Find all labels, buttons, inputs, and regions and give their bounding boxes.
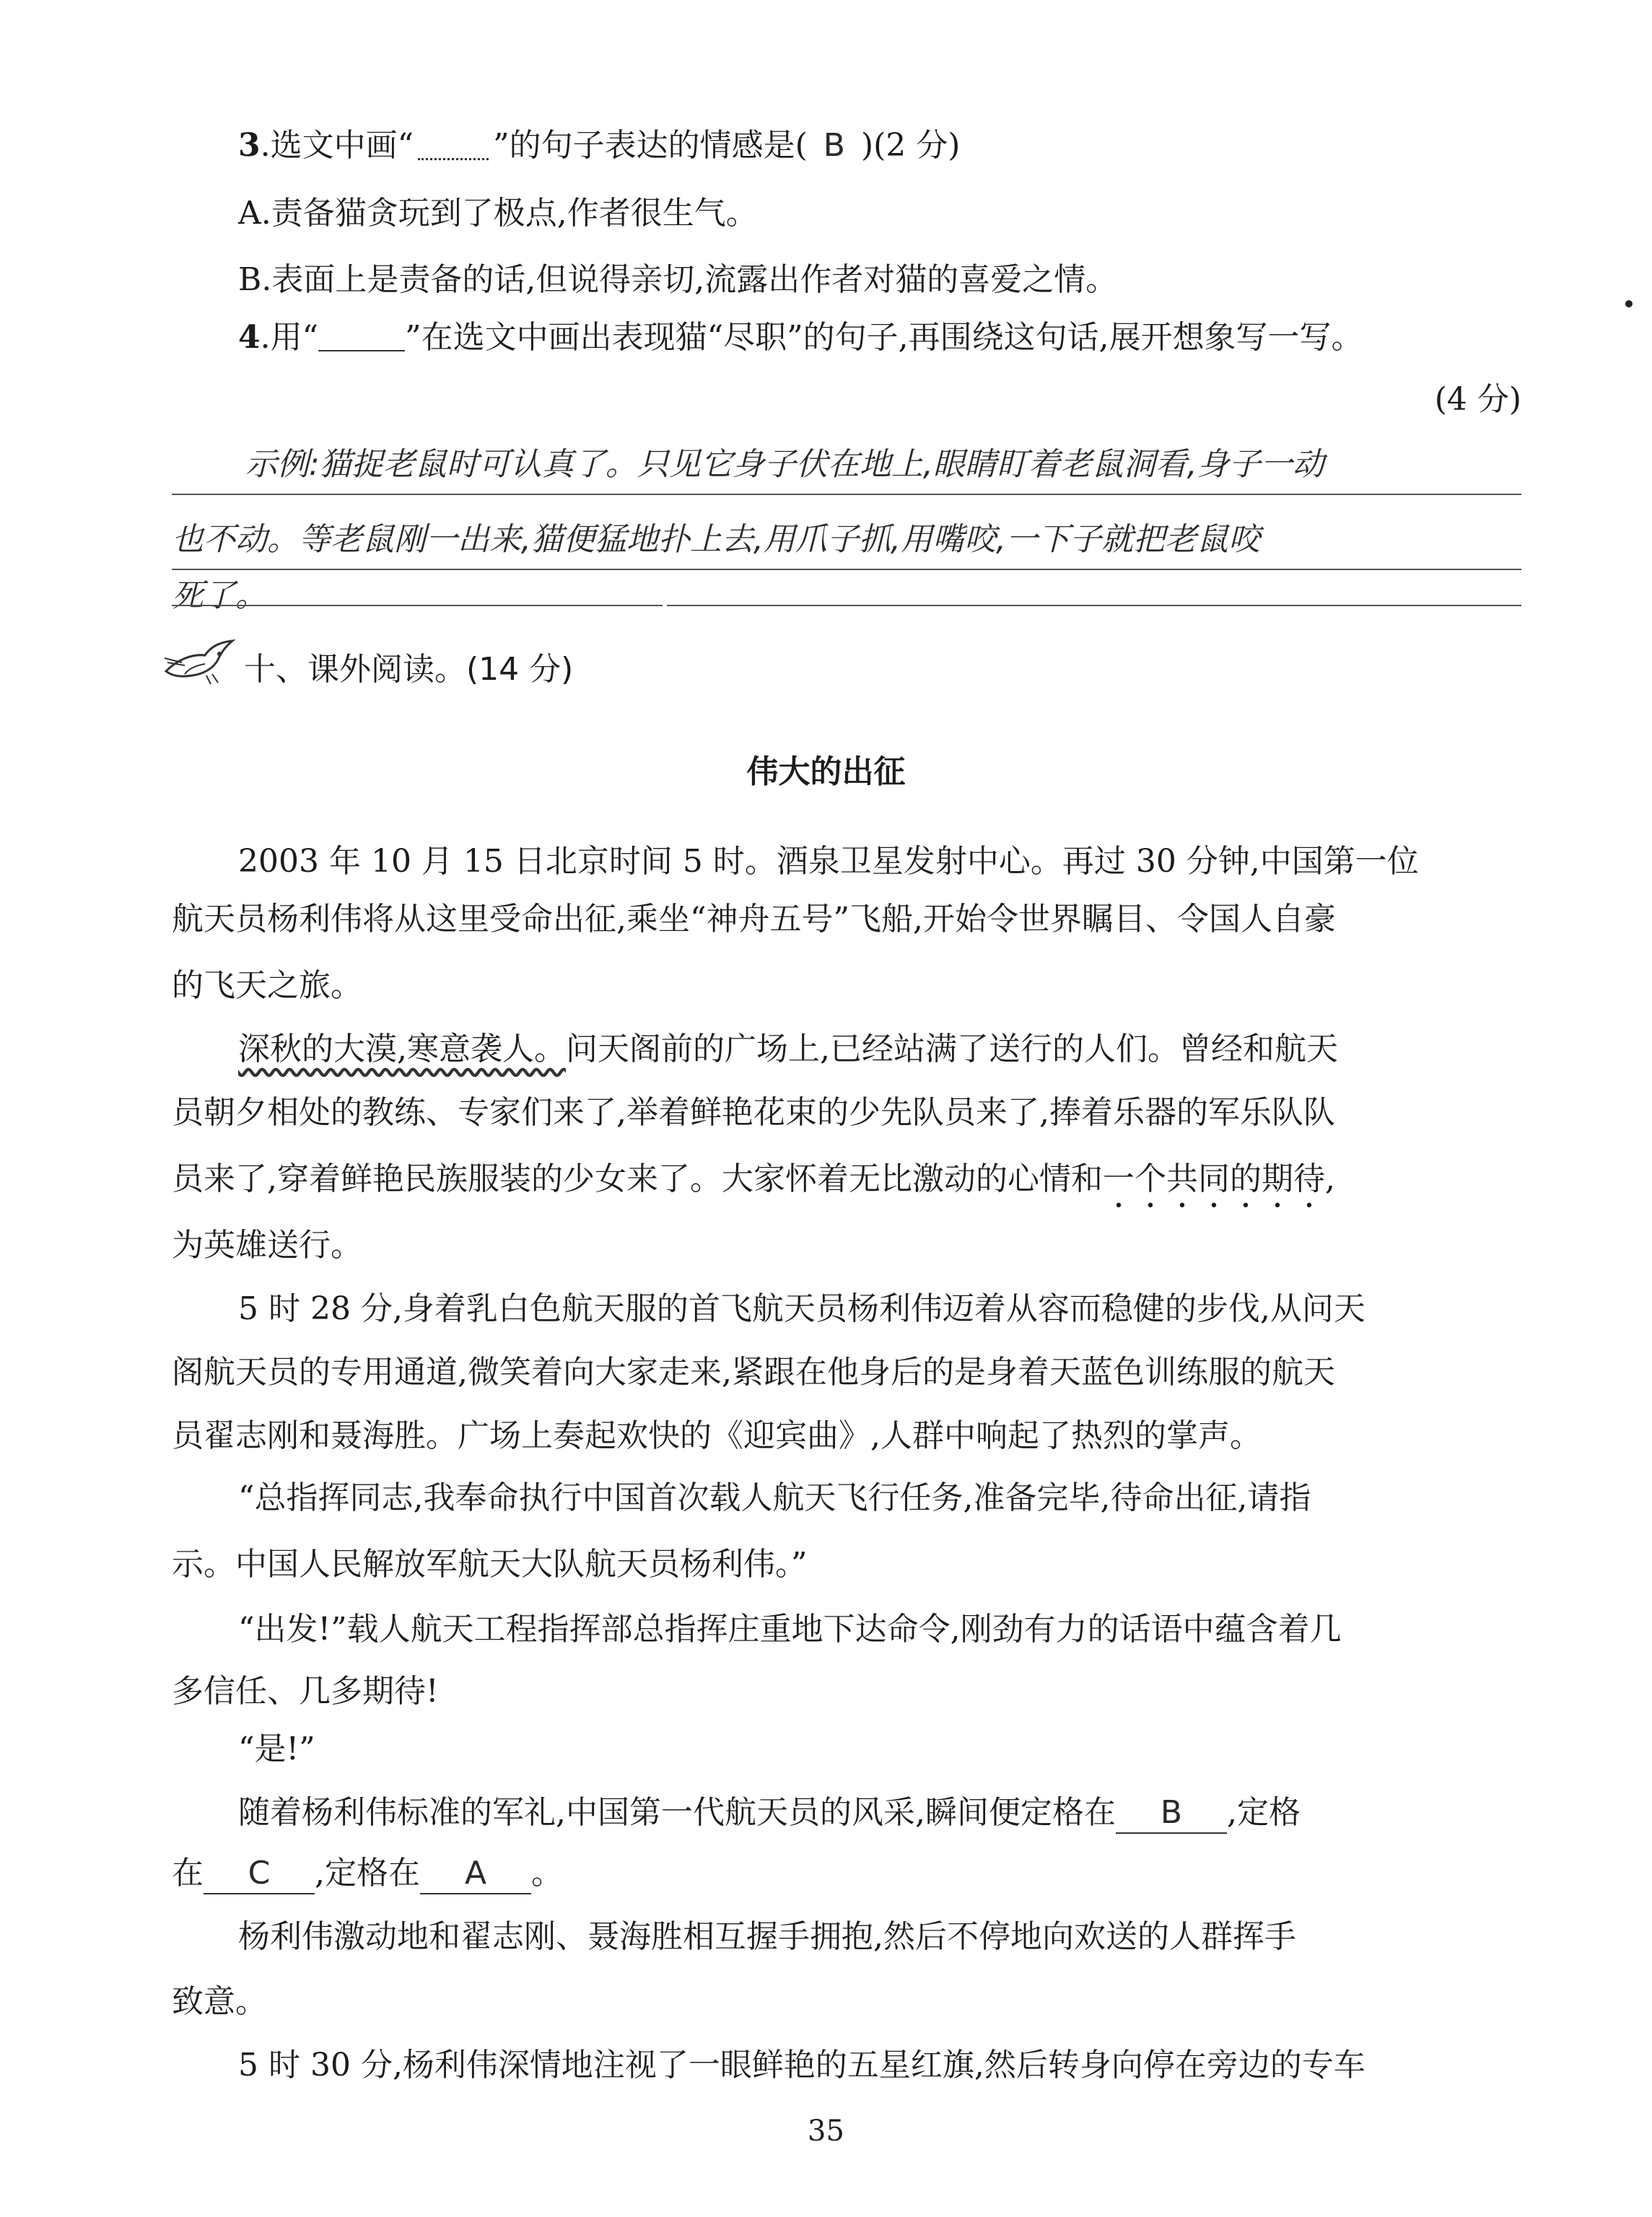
blank-2-answer: C xyxy=(204,1854,315,1894)
p7-text-b: ,定格 xyxy=(1226,1794,1301,1831)
answer-rule-3b xyxy=(667,605,1521,606)
answer-rule-1 xyxy=(172,494,1521,495)
blank-1-answer: B xyxy=(1116,1793,1227,1834)
p3-line-3: 员翟志刚和聂海胜。广场上奏起欢快的《迎宾曲》,人群中响起了热烈的掌声。 xyxy=(172,1417,1262,1454)
scan-dot xyxy=(1625,300,1633,307)
p8-line-1: 杨利伟激动地和翟志刚、聂海胜相互握手拥抱,然后不停地向欢送的人群挥手 xyxy=(238,1918,1296,1955)
q3-number: 3 xyxy=(238,127,261,164)
q4-number: 4 xyxy=(238,319,261,356)
p2-line-1-rest: 问天阁前的广场上,已经站满了送行的人们。曾经和航天 xyxy=(566,1031,1338,1067)
p9-line-1: 5 时 30 分,杨利伟深情地注视了一眼鲜艳的五星红旗,然后转身向停在旁边的专车 xyxy=(238,2047,1365,2083)
q4-score: (4 分) xyxy=(1434,381,1521,418)
bird-icon xyxy=(163,638,235,688)
q4-stem-part-b: ”在选文中画出表现猫“尽职”的句子,再围绕这句话,展开想象写一写。 xyxy=(405,319,1363,356)
p4-line-1: “总指挥同志,我奉命执行中国首次载人航天飞行任务,准备完毕,待命出征,请指 xyxy=(238,1479,1311,1516)
p7-line-1 xyxy=(238,1791,1521,1835)
q3-answer: B xyxy=(823,127,845,164)
p3-line-1: 5 时 28 分,身着乳白色航天服的首飞航天员杨利伟迈着从容而稳健的步伐,从问天 xyxy=(238,1290,1365,1327)
q3-wavy-blank xyxy=(414,124,493,167)
p2-wavy-sentence: 深秋的大漠,寒意袭人。 xyxy=(238,1031,566,1067)
q3-stem-part-a: .选文中画“ xyxy=(260,127,414,164)
p7-text-e: 。 xyxy=(531,1855,563,1892)
q4-answer-line-2: 也不动。等老鼠刚一出来,猫便猛地扑上去,用爪子抓,用嘴咬,一下子就把老鼠咬 xyxy=(172,521,1260,558)
answer-rule-3a xyxy=(172,605,663,606)
p3-line-2: 阁航天员的专用通道,微笑着向大家走来,紧跟在他身后的是身着天蓝色训练服的航天 xyxy=(172,1354,1335,1391)
section-heading: 十、课外阅读。(14 分) xyxy=(244,651,574,688)
p4-line-2: 示。中国人民解放军航天大队航天员杨利伟。” xyxy=(172,1546,808,1583)
p7-text-d: ,定格在 xyxy=(315,1855,420,1892)
page-number: 35 xyxy=(808,2115,844,2148)
p7-line-2 xyxy=(172,1852,1521,1895)
passage-title: 伟大的出征 xyxy=(746,753,906,790)
q4-answer-line-3: 死了。 xyxy=(172,577,267,614)
p5-line-2: 多信任、几多期待! xyxy=(172,1673,439,1710)
q3-option-b: B.表面上是责备的话,但说得亲切,流露出作者对猫的喜爱之情。 xyxy=(238,261,1118,298)
q4-underline-blank xyxy=(318,328,405,351)
p2-line-3-b: , xyxy=(1324,1160,1335,1197)
q4-stem xyxy=(238,316,1521,359)
p2-line-2: 员朝夕相处的教练、专家们来了,举着鲜艳花束的少先队员来了,捧着乐器的军乐队队 xyxy=(172,1094,1335,1131)
p2-line-4: 为英雄送行。 xyxy=(172,1227,362,1264)
q3-stem-part-b: ”的句子表达的情感是( xyxy=(493,127,808,164)
p2-line-1 xyxy=(238,1028,1521,1071)
q4-answer-line-1: 示例:猫捉老鼠时可认真了。只见它身子伏在地上,眼睛盯着老鼠洞看,身子一动 xyxy=(245,446,1324,483)
p8-line-2: 致意。 xyxy=(172,1983,267,2020)
p5-line-1: “出发!”载人航天工程指挥部总指挥庄重地下达命令,刚劲有力的话语中蕴含着几 xyxy=(238,1611,1342,1648)
p1-line-3: 的飞天之旅。 xyxy=(172,967,362,1004)
p2-line-3-a: 员来了,穿着鲜艳民族服装的少女来了。大家怀着无比激动的心情和 xyxy=(172,1160,1103,1197)
p7-text-c: 在 xyxy=(172,1855,204,1892)
p7-text-a: 随着杨利伟标准的军礼,中国第一代航天员的风采,瞬间便定格在 xyxy=(238,1794,1116,1831)
q3-score: )(2 分) xyxy=(860,127,961,164)
q3-option-a: A.责备猫贪玩到了极点,作者很生气。 xyxy=(238,195,758,232)
p1-line-2: 航天员杨利伟将从这里受命出征,乘坐“神舟五号”飞船,开始令世界瞩目、令国人自豪 xyxy=(172,901,1336,937)
answer-rule-2 xyxy=(172,569,1521,570)
p2-line-3 xyxy=(172,1158,1521,1215)
p6: “是!” xyxy=(238,1731,315,1767)
q4-stem-part-a: .用“ xyxy=(260,319,319,356)
q3-stem xyxy=(238,124,1521,167)
blank-3-answer: A xyxy=(420,1854,531,1894)
p1-line-1: 2003 年 10 月 15 日北京时间 5 时。酒泉卫星发射中心。再过 30 分钟,中国第一位 xyxy=(238,843,1419,880)
p2-dotted-phrase: 一个共同的期待 xyxy=(1102,1160,1325,1197)
